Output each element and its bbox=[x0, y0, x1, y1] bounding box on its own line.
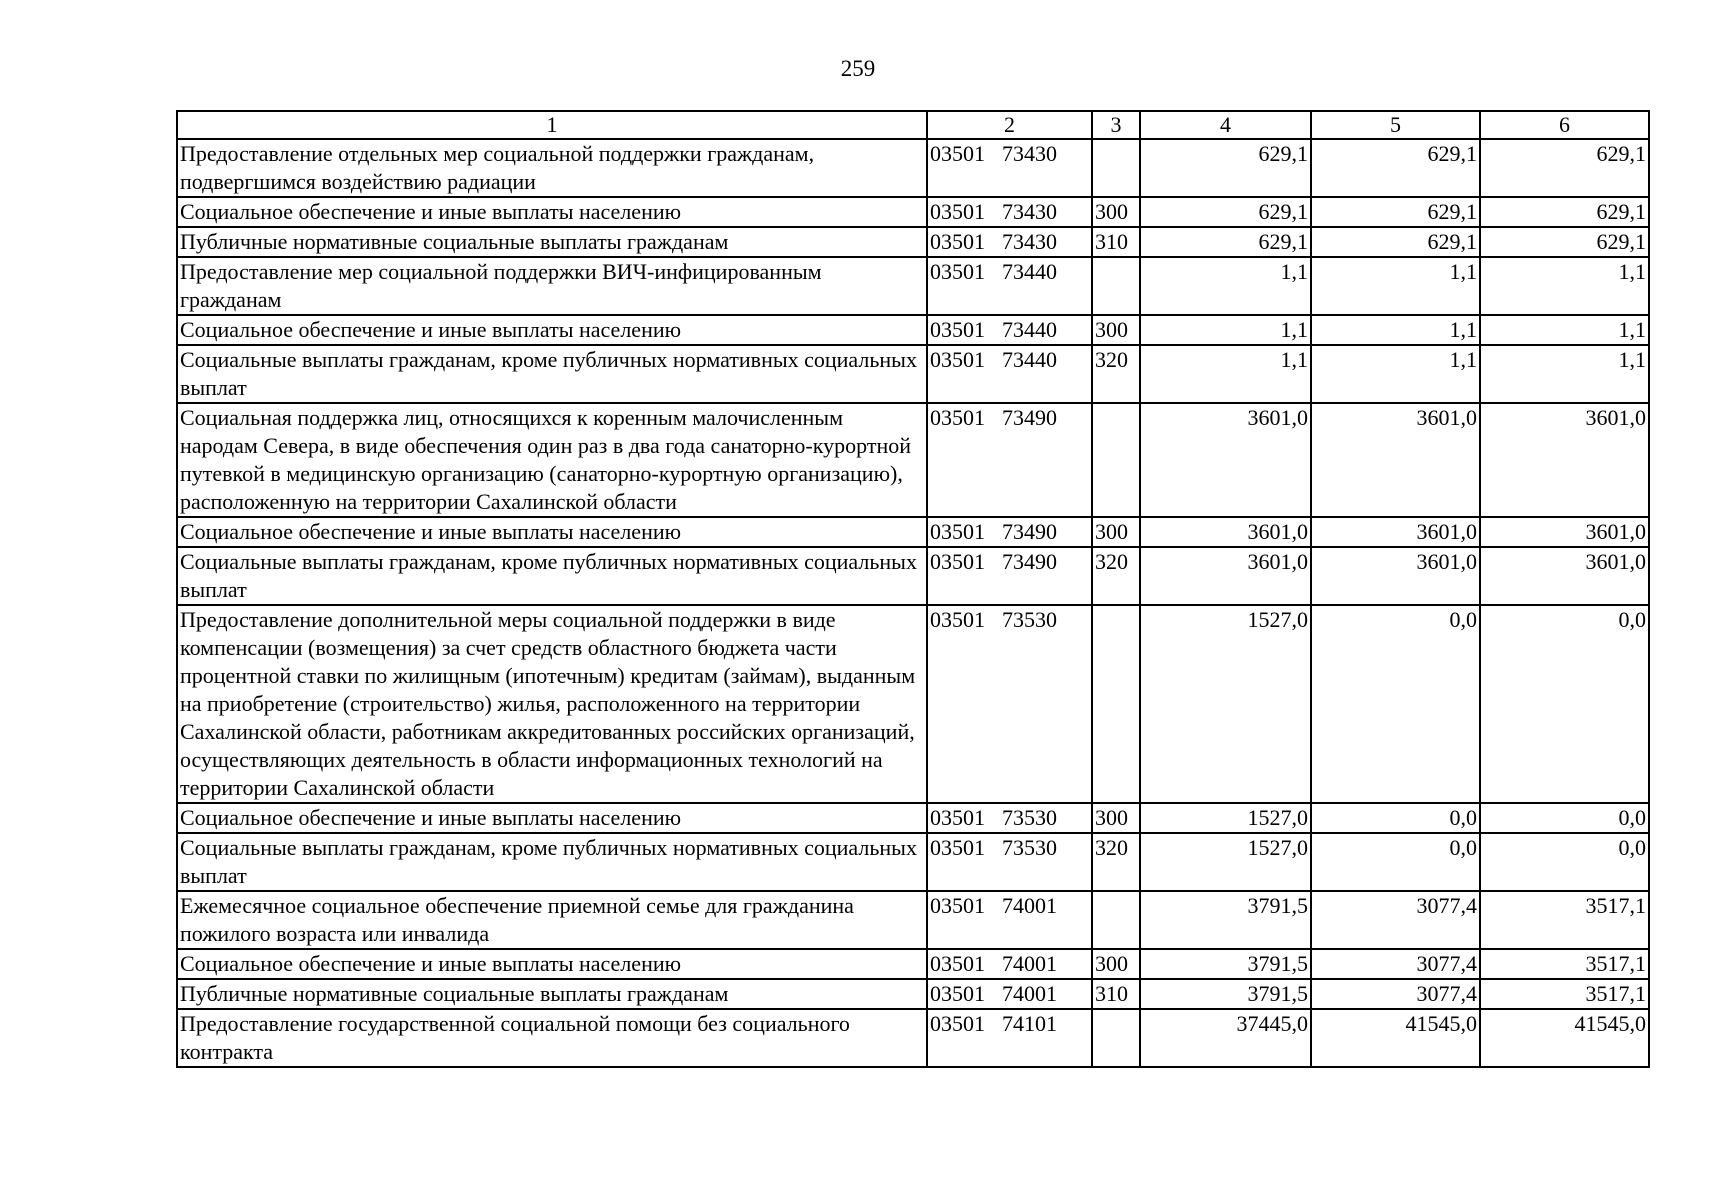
row-value-col6: 0,0 bbox=[1480, 833, 1649, 891]
row-value-col6: 3601,0 bbox=[1480, 547, 1649, 605]
row-expense-type: 300 bbox=[1092, 517, 1140, 547]
table-row bbox=[177, 833, 1649, 891]
csr-direction-code: 73430 bbox=[1002, 199, 1057, 224]
row-name: Предоставление дополнительной меры социальной поддержки в виде компенсации (возмещения) за счет средств областного бюджета части процентной ставки по жилищным (ипотечным) кредитам (займам), выданным на приобретение (строительство) жилья, расположенного на территории Сахалинской области, работникам аккредитованных российских организаций, осуществляющих деятельность в области информационных технологий на территории Сахалинской области bbox=[177, 605, 927, 803]
row-value-col4: 629,1 bbox=[1140, 139, 1311, 197]
row-code bbox=[927, 979, 1092, 1009]
row-expense-type: 300 bbox=[1092, 315, 1140, 345]
row-code bbox=[927, 949, 1092, 979]
row-code bbox=[927, 257, 1092, 315]
table-row bbox=[177, 605, 1649, 803]
csr-direction-code: 74001 bbox=[1002, 981, 1057, 1006]
row-name: Социальные выплаты гражданам, кроме публичных нормативных социальных выплат bbox=[177, 345, 927, 403]
row-value-col5: 3077,4 bbox=[1311, 949, 1480, 979]
csr-direction-code: 73490 bbox=[1002, 405, 1057, 430]
row-code bbox=[927, 517, 1092, 547]
row-name: Социальные выплаты гражданам, кроме публичных нормативных социальных выплат bbox=[177, 547, 927, 605]
row-name: Предоставление отдельных мер социальной поддержки гражданам, подвергшимся воздействию радиации bbox=[177, 139, 927, 197]
row-value-col5: 3077,4 bbox=[1311, 979, 1480, 1009]
row-value-col5: 0,0 bbox=[1311, 605, 1480, 803]
row-value-col5: 3601,0 bbox=[1311, 517, 1480, 547]
csr-direction-code: 73490 bbox=[1002, 549, 1057, 574]
csr-program-code: 03501 bbox=[930, 405, 985, 430]
row-expense-type: 300 bbox=[1092, 949, 1140, 979]
row-name: Публичные нормативные социальные выплаты гражданам bbox=[177, 979, 927, 1009]
row-name: Социальная поддержка лиц, относящихся к коренным малочисленным народам Севера, в виде обеспечения один раз в два года санаторно-курортной путевкой в медицинскую организацию (санаторно-курортную организацию), расположенную на территории Сахалинской области bbox=[177, 403, 927, 517]
table-row bbox=[177, 139, 1649, 197]
row-value-col4: 629,1 bbox=[1140, 197, 1311, 227]
table-row bbox=[177, 979, 1649, 1009]
row-expense-type bbox=[1092, 891, 1140, 949]
csr-program-code: 03501 bbox=[930, 1011, 985, 1036]
row-code bbox=[927, 1009, 1092, 1067]
row-expense-type: 320 bbox=[1092, 833, 1140, 891]
csr-program-code: 03501 bbox=[930, 141, 985, 166]
table-row bbox=[177, 803, 1649, 833]
row-value-col5: 1,1 bbox=[1311, 257, 1480, 315]
row-expense-type: 310 bbox=[1092, 979, 1140, 1009]
csr-direction-code: 73530 bbox=[1002, 805, 1057, 830]
csr-program-code: 03501 bbox=[930, 347, 985, 372]
csr-direction-code: 73530 bbox=[1002, 607, 1057, 632]
table-row bbox=[177, 197, 1649, 227]
row-value-col5: 3077,4 bbox=[1311, 891, 1480, 949]
row-value-col6: 0,0 bbox=[1480, 605, 1649, 803]
row-code bbox=[927, 833, 1092, 891]
header-row bbox=[177, 111, 1649, 139]
csr-program-code: 03501 bbox=[930, 951, 985, 976]
row-expense-type: 300 bbox=[1092, 803, 1140, 833]
row-value-col6: 3517,1 bbox=[1480, 949, 1649, 979]
header-col-5: 5 bbox=[1311, 111, 1480, 139]
row-value-col6: 629,1 bbox=[1480, 139, 1649, 197]
row-value-col6: 3517,1 bbox=[1480, 979, 1649, 1009]
row-value-col5: 629,1 bbox=[1311, 139, 1480, 197]
row-value-col4: 1,1 bbox=[1140, 257, 1311, 315]
row-value-col6: 3517,1 bbox=[1480, 891, 1649, 949]
csr-direction-code: 73430 bbox=[1002, 229, 1057, 254]
row-expense-type bbox=[1092, 257, 1140, 315]
csr-direction-code: 73530 bbox=[1002, 835, 1057, 860]
row-expense-type bbox=[1092, 139, 1140, 197]
csr-program-code: 03501 bbox=[930, 549, 985, 574]
row-value-col5: 629,1 bbox=[1311, 227, 1480, 257]
csr-program-code: 03501 bbox=[930, 519, 985, 544]
row-name: Предоставление мер социальной поддержки ВИЧ-инфицированным гражданам bbox=[177, 257, 927, 315]
csr-direction-code: 74101 bbox=[1002, 1011, 1057, 1036]
table-row bbox=[177, 891, 1649, 949]
row-value-col5: 1,1 bbox=[1311, 315, 1480, 345]
csr-direction-code: 74001 bbox=[1002, 951, 1057, 976]
row-code bbox=[927, 197, 1092, 227]
row-code bbox=[927, 891, 1092, 949]
budget-table bbox=[176, 110, 1650, 1068]
page-number: 259 bbox=[840, 56, 876, 81]
table-row bbox=[177, 403, 1649, 517]
row-value-col6: 3601,0 bbox=[1480, 517, 1649, 547]
csr-direction-code: 73440 bbox=[1002, 347, 1057, 372]
row-code bbox=[927, 803, 1092, 833]
row-value-col5: 41545,0 bbox=[1311, 1009, 1480, 1067]
row-value-col5: 1,1 bbox=[1311, 345, 1480, 403]
table-row bbox=[177, 547, 1649, 605]
row-value-col6: 1,1 bbox=[1480, 345, 1649, 403]
row-expense-type bbox=[1092, 1009, 1140, 1067]
row-value-col4: 1527,0 bbox=[1140, 803, 1311, 833]
table-row bbox=[177, 257, 1649, 315]
csr-program-code: 03501 bbox=[930, 259, 985, 284]
row-code bbox=[927, 345, 1092, 403]
row-name: Предоставление государственной социальной помощи без социального контракта bbox=[177, 1009, 927, 1067]
table-row bbox=[177, 345, 1649, 403]
row-expense-type: 320 bbox=[1092, 345, 1140, 403]
csr-program-code: 03501 bbox=[930, 835, 985, 860]
row-value-col4: 3791,5 bbox=[1140, 891, 1311, 949]
row-value-col4: 1,1 bbox=[1140, 345, 1311, 403]
row-name: Социальное обеспечение и иные выплаты населению bbox=[177, 949, 927, 979]
row-value-col6: 629,1 bbox=[1480, 197, 1649, 227]
row-value-col5: 3601,0 bbox=[1311, 403, 1480, 517]
row-code bbox=[927, 403, 1092, 517]
row-value-col5: 629,1 bbox=[1311, 197, 1480, 227]
header-col-1: 1 bbox=[177, 111, 927, 139]
row-name: Ежемесячное социальное обеспечение приемной семье для гражданина пожилого возраста или инвалида bbox=[177, 891, 927, 949]
csr-direction-code: 73440 bbox=[1002, 317, 1057, 342]
header-col-6: 6 bbox=[1480, 111, 1649, 139]
csr-program-code: 03501 bbox=[930, 317, 985, 342]
row-code bbox=[927, 547, 1092, 605]
header-col-4: 4 bbox=[1140, 111, 1311, 139]
table-row bbox=[177, 1009, 1649, 1067]
row-code bbox=[927, 227, 1092, 257]
row-value-col4: 3601,0 bbox=[1140, 517, 1311, 547]
table-row bbox=[177, 949, 1649, 979]
row-value-col4: 1527,0 bbox=[1140, 833, 1311, 891]
row-expense-type: 320 bbox=[1092, 547, 1140, 605]
csr-program-code: 03501 bbox=[930, 229, 985, 254]
csr-program-code: 03501 bbox=[930, 805, 985, 830]
row-value-col4: 3601,0 bbox=[1140, 403, 1311, 517]
row-value-col6: 1,1 bbox=[1480, 315, 1649, 345]
row-expense-type: 300 bbox=[1092, 197, 1140, 227]
row-value-col6: 629,1 bbox=[1480, 227, 1649, 257]
row-value-col5: 0,0 bbox=[1311, 833, 1480, 891]
row-name: Публичные нормативные социальные выплаты гражданам bbox=[177, 227, 927, 257]
row-value-col6: 41545,0 bbox=[1480, 1009, 1649, 1067]
row-value-col6: 0,0 bbox=[1480, 803, 1649, 833]
csr-program-code: 03501 bbox=[930, 199, 985, 224]
row-expense-type bbox=[1092, 403, 1140, 517]
csr-direction-code: 73440 bbox=[1002, 259, 1057, 284]
row-name: Социальное обеспечение и иные выплаты населению bbox=[177, 315, 927, 345]
row-code bbox=[927, 605, 1092, 803]
row-name: Социальное обеспечение и иные выплаты населению bbox=[177, 517, 927, 547]
row-value-col4: 1,1 bbox=[1140, 315, 1311, 345]
row-value-col4: 1527,0 bbox=[1140, 605, 1311, 803]
row-value-col4: 3791,5 bbox=[1140, 949, 1311, 979]
row-value-col6: 1,1 bbox=[1480, 257, 1649, 315]
row-code bbox=[927, 139, 1092, 197]
row-code bbox=[927, 315, 1092, 345]
header-col-2: 2 bbox=[927, 111, 1092, 139]
csr-direction-code: 74001 bbox=[1002, 893, 1057, 918]
row-name: Социальное обеспечение и иные выплаты населению bbox=[177, 803, 927, 833]
csr-direction-code: 73490 bbox=[1002, 519, 1057, 544]
row-value-col4: 37445,0 bbox=[1140, 1009, 1311, 1067]
row-expense-type: 310 bbox=[1092, 227, 1140, 257]
csr-program-code: 03501 bbox=[930, 893, 985, 918]
row-value-col4: 3791,5 bbox=[1140, 979, 1311, 1009]
row-value-col5: 3601,0 bbox=[1311, 547, 1480, 605]
row-value-col5: 0,0 bbox=[1311, 803, 1480, 833]
csr-direction-code: 73430 bbox=[1002, 141, 1057, 166]
row-value-col4: 3601,0 bbox=[1140, 547, 1311, 605]
table-row bbox=[177, 227, 1649, 257]
row-expense-type bbox=[1092, 605, 1140, 803]
row-value-col4: 629,1 bbox=[1140, 227, 1311, 257]
csr-program-code: 03501 bbox=[930, 607, 985, 632]
header-col-3: 3 bbox=[1092, 111, 1140, 139]
row-name: Социальные выплаты гражданам, кроме публичных нормативных социальных выплат bbox=[177, 833, 927, 891]
row-name: Социальное обеспечение и иные выплаты населению bbox=[177, 197, 927, 227]
table-row bbox=[177, 315, 1649, 345]
row-value-col6: 3601,0 bbox=[1480, 403, 1649, 517]
csr-program-code: 03501 bbox=[930, 981, 985, 1006]
table-row bbox=[177, 517, 1649, 547]
